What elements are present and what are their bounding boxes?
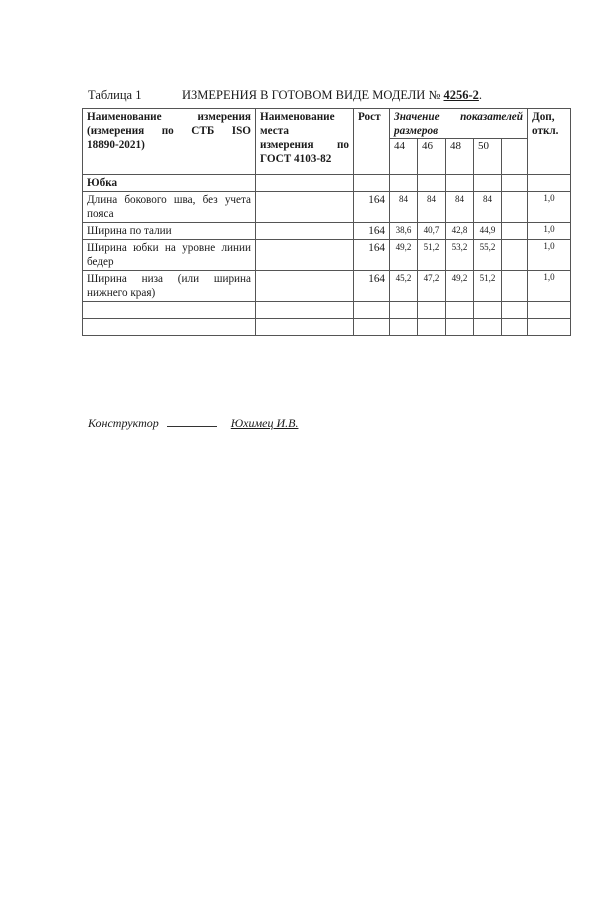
empty-cell <box>390 319 418 336</box>
empty-cell <box>446 175 474 192</box>
row-value: 51,2 <box>474 271 502 302</box>
empty-cell <box>474 319 502 336</box>
empty-cell <box>354 319 390 336</box>
empty-row <box>83 319 571 336</box>
row-value: 55,2 <box>474 240 502 271</box>
row-value: 45,2 <box>390 271 418 302</box>
model-number: 4256-2 <box>443 88 479 102</box>
row-name-line1: Ширина по талии <box>87 225 172 237</box>
signature-blank <box>167 414 217 427</box>
row-dop: 1,0 <box>528 192 571 223</box>
header-col1-line3: 18890-2021) <box>87 139 145 151</box>
row-name-line1: Длина бокового шва, без учета <box>87 194 251 206</box>
table-title <box>182 88 482 103</box>
empty-cell <box>418 175 446 192</box>
row-name-line2: пояса <box>87 208 114 220</box>
row-place <box>256 240 354 271</box>
header-values-line1: Значение показателей <box>394 111 523 123</box>
header-values <box>390 109 528 139</box>
row-value <box>502 271 528 302</box>
row-value <box>502 192 528 223</box>
empty-cell <box>474 302 502 319</box>
measurements-table <box>82 108 571 336</box>
table-row <box>83 271 571 302</box>
row-value <box>502 240 528 271</box>
header-dop-line2: откл. <box>532 125 559 137</box>
row-value: 44,9 <box>474 223 502 240</box>
row-value: 40,7 <box>418 223 446 240</box>
header-row <box>83 109 571 139</box>
row-value: 84 <box>474 192 502 223</box>
header-col2-line3: измерения по <box>260 139 349 151</box>
row-value: 84 <box>390 192 418 223</box>
size-cell: 48 <box>446 139 474 175</box>
empty-cell <box>502 319 528 336</box>
table-row <box>83 240 571 271</box>
row-value: 49,2 <box>390 240 418 271</box>
row-value: 84 <box>446 192 474 223</box>
empty-row <box>83 302 571 319</box>
empty-cell <box>418 319 446 336</box>
empty-cell <box>256 302 354 319</box>
header-col1-line2: (измерения по СТБ ISO <box>87 125 251 137</box>
empty-cell <box>390 302 418 319</box>
empty-cell <box>446 319 474 336</box>
row-place <box>256 271 354 302</box>
signature-role: Конструктор <box>88 416 159 430</box>
row-value: 53,2 <box>446 240 474 271</box>
header-dop <box>528 109 571 175</box>
header-values-line2: размеров <box>394 125 439 137</box>
signature-line <box>88 414 298 431</box>
size-cell: 44 <box>390 139 418 175</box>
row-value: 84 <box>418 192 446 223</box>
header-dop-line1: Доп, <box>532 111 555 123</box>
row-rost: 164 <box>354 192 390 223</box>
header-col2-line2: места <box>260 125 289 137</box>
empty-cell <box>446 302 474 319</box>
empty-cell <box>528 175 571 192</box>
empty-cell <box>83 319 256 336</box>
empty-cell <box>256 319 354 336</box>
title-period: . <box>478 88 483 102</box>
header-col2-line1: Наименование <box>260 111 335 123</box>
row-rost: 164 <box>354 240 390 271</box>
header-rost: Рост <box>354 109 390 175</box>
empty-cell <box>528 302 571 319</box>
row-dop: 1,0 <box>528 223 571 240</box>
row-place <box>256 223 354 240</box>
row-name-line1: Ширина юбки на уровне линии <box>87 242 251 254</box>
row-value <box>502 223 528 240</box>
row-place <box>256 192 354 223</box>
row-name <box>83 223 256 240</box>
size-cell: 50 <box>474 139 502 175</box>
table-row <box>83 223 571 240</box>
empty-cell <box>390 175 418 192</box>
row-value: 42,8 <box>446 223 474 240</box>
empty-cell <box>354 175 390 192</box>
empty-cell <box>354 302 390 319</box>
table-row <box>83 192 571 223</box>
row-name <box>83 192 256 223</box>
row-value: 38,6 <box>390 223 418 240</box>
empty-cell <box>474 175 502 192</box>
row-name-line2: бедер <box>87 256 114 268</box>
row-name <box>83 240 256 271</box>
empty-cell <box>528 319 571 336</box>
row-value: 47,2 <box>418 271 446 302</box>
size-cell: 46 <box>418 139 446 175</box>
empty-cell <box>502 175 528 192</box>
row-name-line2: нижнего края) <box>87 287 156 299</box>
empty-cell <box>502 302 528 319</box>
table-label: Таблица 1 <box>88 88 142 102</box>
header-col1-line1: Наименование измерения <box>87 111 251 123</box>
section-label: Юбка <box>83 175 256 192</box>
header-col2-line4: ГОСТ 4103-82 <box>260 153 332 165</box>
title-text: ИЗМЕРЕНИЯ В ГОТОВОМ ВИДЕ МОДЕЛИ № <box>182 88 441 102</box>
header-measurement-name <box>83 109 256 175</box>
row-name-line1: Ширина низа (или ширина <box>87 273 251 285</box>
row-value: 51,2 <box>418 240 446 271</box>
row-name <box>83 271 256 302</box>
row-value: 49,2 <box>446 271 474 302</box>
empty-cell <box>256 175 354 192</box>
row-dop: 1,0 <box>528 271 571 302</box>
header-place-name <box>256 109 354 175</box>
row-rost: 164 <box>354 271 390 302</box>
row-rost: 164 <box>354 223 390 240</box>
empty-cell <box>83 302 256 319</box>
section-row <box>83 175 571 192</box>
size-cell <box>502 139 528 175</box>
signature-name: Юхимец И.В. <box>230 416 299 430</box>
empty-cell <box>418 302 446 319</box>
row-dop: 1,0 <box>528 240 571 271</box>
